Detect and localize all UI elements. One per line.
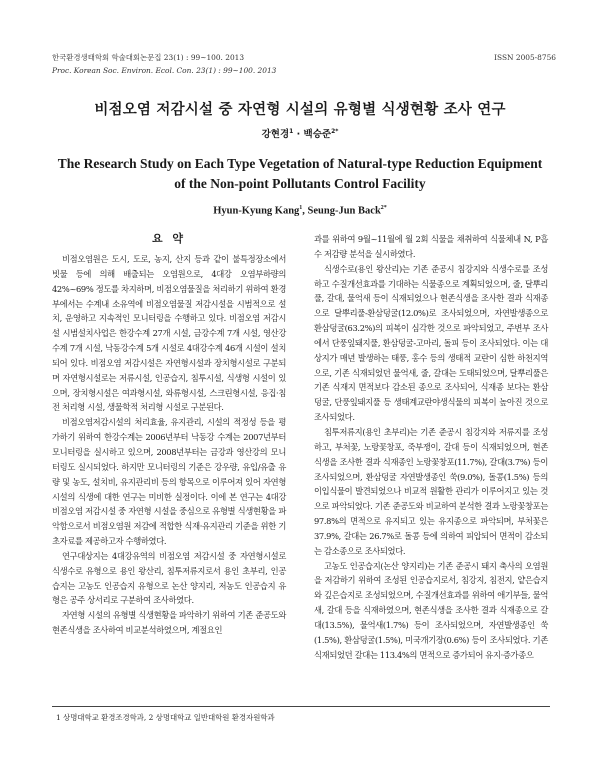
author-separator-ko: · [293,129,304,140]
korean-title: 비점오염 저감시설 중 자연형 시설의 유형별 식생현황 조사 연구 [94,102,506,118]
right-column [314,232,548,662]
footnote-divider [52,706,550,707]
left-column [52,232,286,638]
author-2-en-affil: 2* [380,205,387,211]
author-2-ko: 백승준 [303,129,332,140]
author-1-en-affil: 1 [299,205,303,211]
author-2-ko-affil: 2* [331,127,339,135]
paragraph: 연구대상지는 4대강유역의 비점오염 저감시설 중 자연형시설로 식생수로 유형으로 용인 왕산리, 침투저류지로서 용인 초부리, 인공습지는 고농도 인공습지 유형으로 논산 양지리, 저농도 인공습지 유형은 공주 상서리로 구분하여 조사하였다. [52,550,286,606]
paragraph: 비점오염저감시설의 처리효율, 유지관리, 시설의 적정성 등을 평가하기 위하여 한강수계는 2006년부터 낙동강 수계는 2007년부터 모니터링을 실시하고 있으며, 2008년부터는 금강과 영산강의 모니터링도 실시되었다. 하지만 모니터링의 기준은 강우량, 유입/유출 유량 및 농도, 설치비, 유지관리비 등의 항목으로 이루어져 있어 자연형 시설의 식생에 대한 연구는 미비한 실정이다. 이에 본 연구는 4대강 비점오염 저감시설 중 자연형 시설을 중심으로 유형별 식생현황을 파악함으로서 비점오염원 저감에 적합한 식재·유지관리 기준을 위한 기초자료를 제공하고자 수행하였다. [52,417,286,547]
author-2-en: Seung-Jun Back [307,205,381,217]
paragraph: 고농도 인공습지(논산 양지리)는 기존 준공시 돼지 축사의 오염원을 저감하기 위하여 조성된 인공습지로서, 침강지, 침전지, 얕은습지와 깊은습지로 조성되었으며, 수질개선효과를 위하여 애기부들, 물억새, 갈대 등을 식재하였으며, 현존식생을 조사한 결과 식재종으로 갈대(13.5%), 물억새(1.7%) 등이 조사되었으며, 자연발생종인 쑥(1.5%), 환삼덩굴(1.5%), 미국개기장(0.6%) 등이 조사되었다. 기존 식재되었던 갈대는 113.4%의 면적으로 증가되어 유지·증가종으 [314,560,548,660]
author-1-ko: 강현경 [261,129,290,140]
english-title-line-1: The Research Study on Each Type Vegetation of Natural-type Reduction Equipment [57,156,543,171]
author-1-en: Hyun-Kyung Kang [213,205,300,217]
author-separator-en: , [302,205,308,217]
paragraph: 비점오염원은 도시, 도로, 농지, 산지 등과 같이 불특정장소에서 빗물 등에 의해 배출되는 오염원으로, 4대강 오염부하량의 42%~69% 정도를 차지하며, 비점오염물질을 처리하기 위하여 환경부에서는 수계내 소유역에 비점오염물질 저감시설을 시범적으로 설치, 운영하고 지속적인 모니터링을 수행하고 있다. 비점오염 저감시설 시범설치사업은 한강수계 27개 시설, 금강수계 7개 시설, 영산강수계 7개 시설, 낙동강수계 5개 시설로 4대강수계 46개 시설이 설치되어 있다. 비점오염 저감시설은 자연형시설과 장치형시설로 구분되며 자연형시설로는 저류시설, 인공습지, 침투시설, 식생형 시설이 있으며, 장치형시설은 여과형시설, 와류형시설, 스크린형시설, 응집·침전 처리형 시설, 생물학적 처리형 시설로 구분된다. [52,254,286,413]
journal-header-korean: 한국환경생태학회 학술대회논문집 23(1) : 99~100. 2013 [52,53,245,62]
affiliation-footnote: 1 상명대학교 환경조경학과, 2 상명대학교 일반대학원 환경자원학과 [56,713,275,722]
english-title-line-2: of the Non-point Pollutants Control Facility [174,176,426,191]
korean-authors [0,126,600,140]
journal-header-english: Proc. Korean Soc. Environ. Ecol. Con. 23(1) : 99~100. 2013 [52,66,277,75]
abstract-heading: 요 약 [151,232,187,245]
english-authors [0,205,600,217]
paragraph: 과를 위하여 9월~11월에 월 2회 식물을 채취하여 식물체내 N, P흡수 저감량 분석을 실시하였다. [314,234,548,259]
issn-label: ISSN 2005-8756 [494,53,556,62]
paragraph: 식생수로(용인 왕산리)는 기존 준공시 침강지와 식생수로를 조성하고 수질개선효과를 기대하는 식물종으로 계획되었으며, 줄, 달뿌리풀, 갈대, 물억새 등이 식재되었으나 현존식생을 조사한 결과 식재종으로 달뿌리풀-환삼덩굴(12.0%)로 조사되었으며, 자연발생종으로 환삼덩굴(63.2%)의 피복이 심각한 것으로 파악되었고, 주변부 조사에서 단풍잎돼지풀, 환삼덩굴-고마리, 돌피 등이 조사되었다. 이는 대상지가 매년 발생하는 태풍, 홍수 등의 생태적 교란이 심한 하천지역으로, 기존 식재되었던 물억새, 줄, 갈대는 도태되었으며, 달뿌리풀은 기존 식재지 면적보다 감소된 종으로 조사되어, 식재종 보다는 환삼덩굴, 단풍잎돼지풀 등 생태계교란야생식물의 피복이 높아진 것으로 조사되었다. [314,263,548,423]
paragraph: 침투저류지(용인 초부리)는 기존 준공시 침강지와 저류지를 조성하고, 부처꽃, 노랑꽃창포, 죽부쟁이, 갈대 등이 식재되었으며, 현존식생을 조사한 결과 식재종인 노랑꽃창포(11.7%), 갈대(3.7%) 등이 조사되었으며, 환삼덩굴 자연발생종인 쑥(9.0%), 돌콩(1.5%) 등의 이입식물이 발견되었으나 비교적 원활한 관리가 이루어지고 있는 것으로 파악되었다. 기존 준공도와 비교하여 분석한 결과 노랑꽃창포는 97.8%의 면적으로 유지되고 있는 유지종으로 파악되며, 부처꽃은 37.9%, 갈대는 26.7%로 돌콩 등에 의하여 피압되어 면적이 감소되는 감소종으로 조사되었다. [314,426,548,556]
english-title [0,154,600,194]
paragraph: 자연형 시설의 유형별 식생현황을 파악하기 위하여 기존 준공도와 현존식생을 조사하여 비교분석하였으며, 계절요인 [52,610,286,636]
author-1-ko-affil: 1 [289,127,294,135]
